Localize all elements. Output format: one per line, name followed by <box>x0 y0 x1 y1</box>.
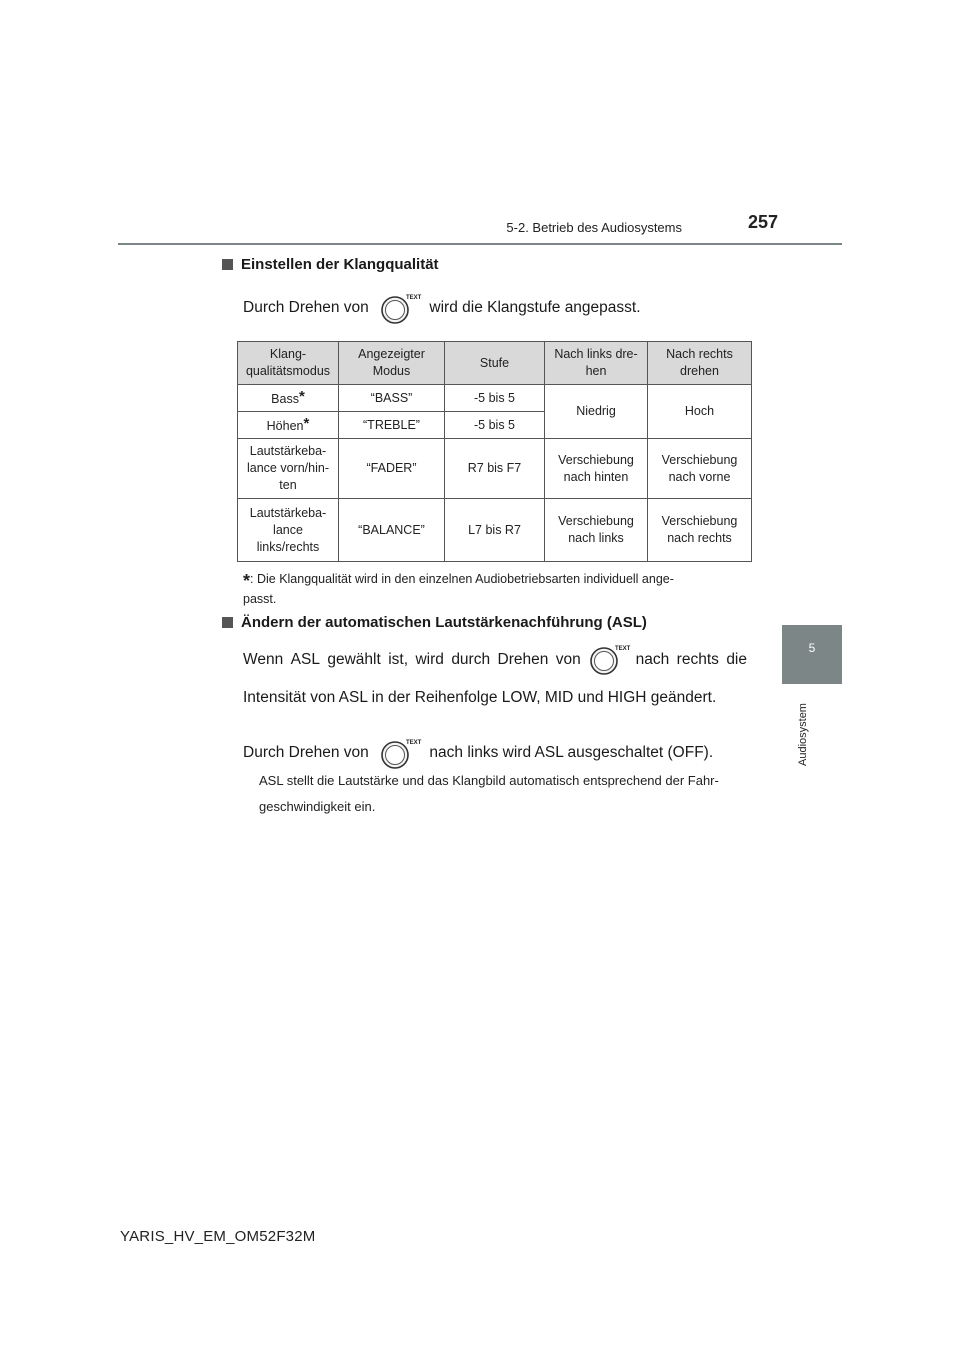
knob-label: TEXT <box>406 740 422 746</box>
sound-quality-table <box>237 341 752 562</box>
word: durch <box>451 651 491 668</box>
chapter-label: Audiosystem <box>797 703 809 766</box>
chapter-number: 5 <box>808 641 816 655</box>
word: ist, <box>388 651 409 668</box>
table-row <box>238 499 752 562</box>
word: ASL <box>290 651 320 668</box>
table-cell-mode: Lautstärkeba- lance links/rechts <box>238 499 339 562</box>
table-cell: “BASS” <box>339 385 445 412</box>
word: gewählt <box>327 651 381 668</box>
section-heading-asl <box>222 614 647 631</box>
word: nach <box>635 651 670 668</box>
knob-graphic <box>588 643 631 675</box>
square-bullet-icon <box>222 617 233 628</box>
section-title: 5-2. Betrieb des Audiosystems <box>506 220 682 235</box>
table-footnote <box>243 570 747 608</box>
asl-note: ASL stellt die Lautstärke und das Klangbild automatisch entsprechend der Fahr- geschwindigkeit ein. <box>259 773 719 814</box>
table-cell: “BALANCE” <box>339 499 445 562</box>
table-cell: “TREBLE” <box>339 412 445 439</box>
square-bullet-icon <box>222 259 233 270</box>
word: rechts <box>676 651 719 668</box>
knob-graphic <box>379 737 422 769</box>
footnote-text: : Die Klangqualität wird in den einzelnen Audiobetriebsarten individuell ange- passt. <box>243 572 674 606</box>
table-header-cell: Stufe <box>445 342 545 385</box>
table-header-cell: Nach links dre- hen <box>545 342 648 385</box>
word: Wenn <box>243 651 284 668</box>
table-row <box>238 385 752 412</box>
word: Drehen <box>497 651 549 668</box>
table-header-row <box>238 342 752 385</box>
line-text: Durch Drehen von <box>243 744 369 762</box>
tune-knob-icon <box>379 737 422 769</box>
table-header-cell: Nach rechts drehen <box>648 342 752 385</box>
table-cell: -5 bis 5 <box>445 412 545 439</box>
table-cell: Verschiebung nach hinten <box>545 439 648 499</box>
table-cell: L7 bis R7 <box>445 499 545 562</box>
table-row <box>238 439 752 499</box>
table-header-cell: Angezeigter Modus <box>339 342 445 385</box>
knob-inner-ring <box>386 746 405 765</box>
document-code: YARIS_HV_EM_OM52F32M <box>120 1228 316 1245</box>
word: die <box>726 651 747 668</box>
cell-text: Höhen <box>266 419 304 433</box>
knob-inner-ring <box>386 301 405 320</box>
line-text: Durch Drehen von <box>243 299 369 317</box>
table-cell: Hoch <box>648 385 752 439</box>
page-number: 257 <box>747 212 778 232</box>
table-cell: Verschiebung nach vorne <box>648 439 752 499</box>
line-text: nach links wird ASL ausgeschaltet (OFF). <box>429 744 714 762</box>
sound-adjust-line <box>243 292 641 324</box>
chapter-label-wrap <box>782 690 808 766</box>
header-divider <box>118 243 842 245</box>
knob-inner-ring <box>595 652 614 671</box>
knob-label: TEXT <box>406 295 422 301</box>
tune-knob-icon <box>588 643 631 675</box>
table-cell-mode <box>238 385 339 412</box>
asl-line-2: Intensität von ASL in der Reihenfolge LOW, MID und HIGH geändert. <box>243 689 717 706</box>
heading-text: Ändern der automatischen Lautstärkenachführung (ASL) <box>241 614 647 631</box>
asl-line-1 <box>243 646 747 675</box>
table-cell-mode: Lautstärkeba- lance vorn/hin- ten <box>238 439 339 499</box>
table-cell: -5 bis 5 <box>445 385 545 412</box>
asl-line-3 <box>243 737 713 769</box>
table-cell: R7 bis F7 <box>445 439 545 499</box>
knob-label: TEXT <box>615 646 631 652</box>
cell-text: Bass <box>271 392 299 406</box>
section-heading-sound-quality <box>222 256 439 273</box>
table-header-cell: Klang- qualitätsmodus <box>238 342 339 385</box>
footnote-star: * <box>303 415 310 432</box>
word: von <box>555 651 581 668</box>
footnote-star: * <box>243 571 251 591</box>
table-cell: Verschiebung nach rechts <box>648 499 752 562</box>
tune-knob-icon <box>379 292 422 324</box>
table-cell: Niedrig <box>545 385 648 439</box>
table-cell: “FADER” <box>339 439 445 499</box>
table-cell-mode <box>238 412 339 439</box>
table-cell: Verschiebung nach links <box>545 499 648 562</box>
knob-graphic <box>379 292 422 324</box>
line-text: wird die Klangstufe angepasst. <box>429 299 641 317</box>
heading-text: Einstellen der Klangqualität <box>241 256 439 273</box>
footnote-star: * <box>298 388 305 405</box>
word: wird <box>415 651 444 668</box>
